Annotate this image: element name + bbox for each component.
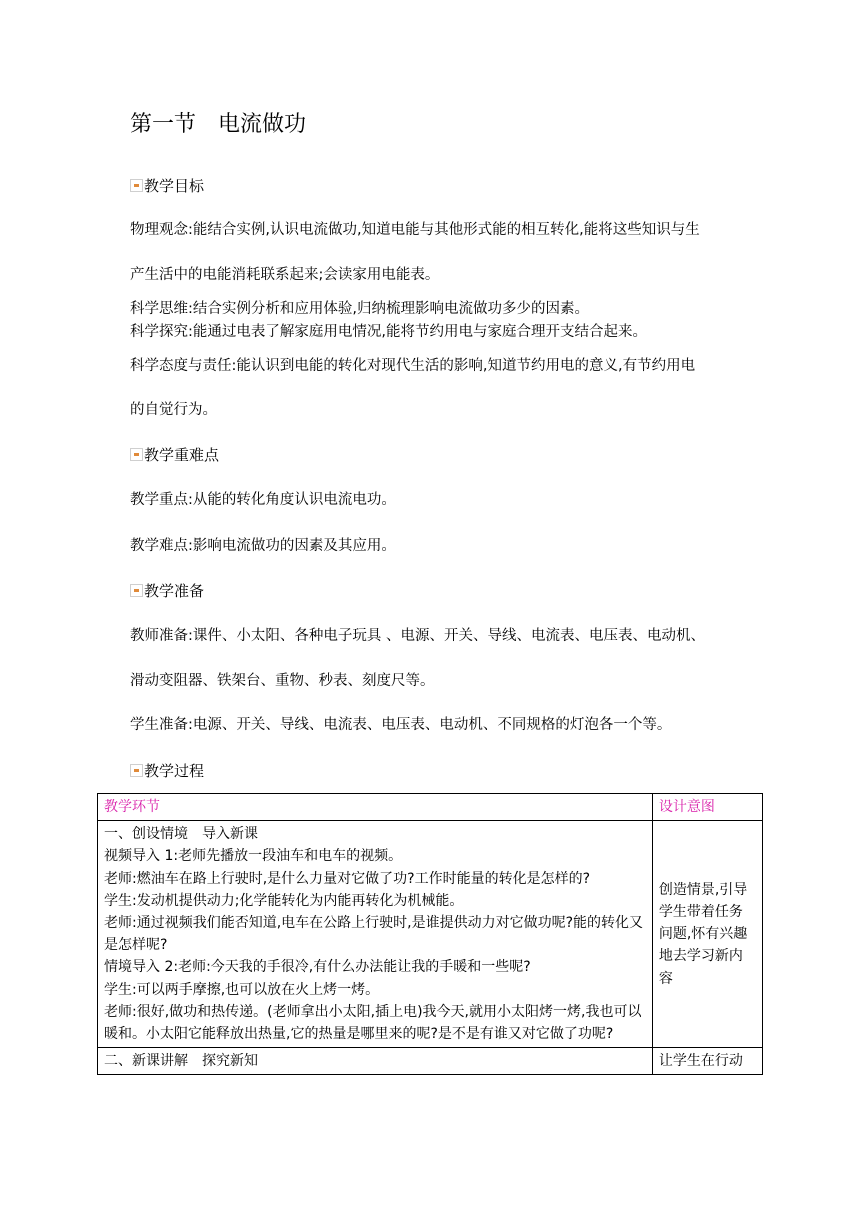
teaching-step-cell: 二、新课讲解 探究新知 (98, 1048, 653, 1075)
section-heading-objectives (130, 176, 204, 196)
keypoint-text: 教学重点:从能的转化角度认识电流电功。 (130, 492, 396, 508)
teaching-step-cell (98, 821, 653, 1048)
step-line: 老师:燃油车在路上行驶时,是什么力量对它做了功?工作时能量的转化是怎样的? (104, 870, 591, 887)
difficulty-text: 教学难点:影响电流做功的因素及其应用。 (130, 538, 396, 554)
page-title: 第一节 电流做功 (130, 112, 307, 137)
section-heading-preparation (130, 581, 204, 601)
section-label: 教学过程 (144, 762, 205, 780)
step-line: 学生:发动机提供动力;化学能转化为内能再转化为机械能。 (104, 892, 464, 909)
step-line: 学生:可以两手摩擦,也可以放在火上烤一烤。 (104, 981, 380, 998)
broken-image-icon (130, 764, 143, 777)
step-line: 情境导入 2:老师:今天我的手很冷,有什么办法能让我的手暖和一些呢? (104, 959, 531, 976)
section-heading-process (130, 761, 204, 781)
design-intent-cell: 让学生在行动 (652, 1048, 762, 1075)
teacher-preparation: 教师准备:课件、小太阳、各种电子玩具 、电源、开关、导线、电流表、电压表、电动机、 (130, 628, 705, 644)
table-header-cell: 设计意图 (652, 794, 762, 821)
broken-image-icon (130, 448, 143, 461)
step-line: 老师:很好,做功和热传递。(老师拿出小太阳,插上电)我今天,就用小太阳烤一烤,我也可以暖和。小太阳它能释放出热量,它的热量是哪里来的呢?是不是有谁又对它做了功呢? (104, 1003, 642, 1043)
section-label: 教学重难点 (144, 446, 220, 464)
step-line: 视频导入 1:老师先播放一段油车和电车的视频。 (104, 848, 403, 865)
objective-paragraph: 科学态度与责任:能认识到电能的转化对现代生活的影响,知道节约用电的意义,有节约用电 (130, 358, 696, 374)
student-preparation: 学生准备:电源、开关、导线、电流表、电压表、电动机、不同规格的灯泡各一个等。 (130, 717, 672, 733)
table-header-row (98, 794, 763, 821)
step-line: 一、创设情境 导入新课 (104, 826, 258, 843)
teacher-preparation: 滑动变阻器、铁架台、重物、秒表、刻度尺等。 (130, 673, 435, 689)
broken-image-icon (130, 584, 143, 597)
table-row (98, 821, 763, 1048)
objective-paragraph: 科学探究:能通过电表了解家庭用电情况,能将节约用电与家庭合理开支结合起来。 (130, 324, 647, 340)
objective-paragraph: 科学思维:结合实例分析和应用体验,归纳梳理影响电流做功多少的因素。 (130, 301, 589, 317)
objective-paragraph: 产生活中的电能消耗联系起来;会读家用电能表。 (130, 267, 440, 283)
design-intent-cell: 创造情景,引导学生带着任务问题,怀有兴趣地去学习新内容 (652, 821, 762, 1048)
table-header-cell: 教学环节 (98, 794, 653, 821)
section-heading-keypoints (130, 445, 219, 465)
section-label: 教学准备 (144, 582, 205, 600)
objective-paragraph: 物理观念:能结合实例,认识电流做功,知道电能与其他形式能的相互转化,能将这些知识与生 (130, 222, 700, 238)
table-row (98, 1048, 763, 1075)
objective-paragraph: 的自觉行为。 (130, 402, 217, 418)
broken-image-icon (130, 179, 143, 192)
section-label: 教学目标 (144, 177, 205, 195)
step-line: 老师:通过视频我们能否知道,电车在公路上行驶时,是谁提供动力对它做功呢?能的转化又是怎样呢? (104, 915, 644, 954)
teaching-process-table (97, 793, 763, 1075)
